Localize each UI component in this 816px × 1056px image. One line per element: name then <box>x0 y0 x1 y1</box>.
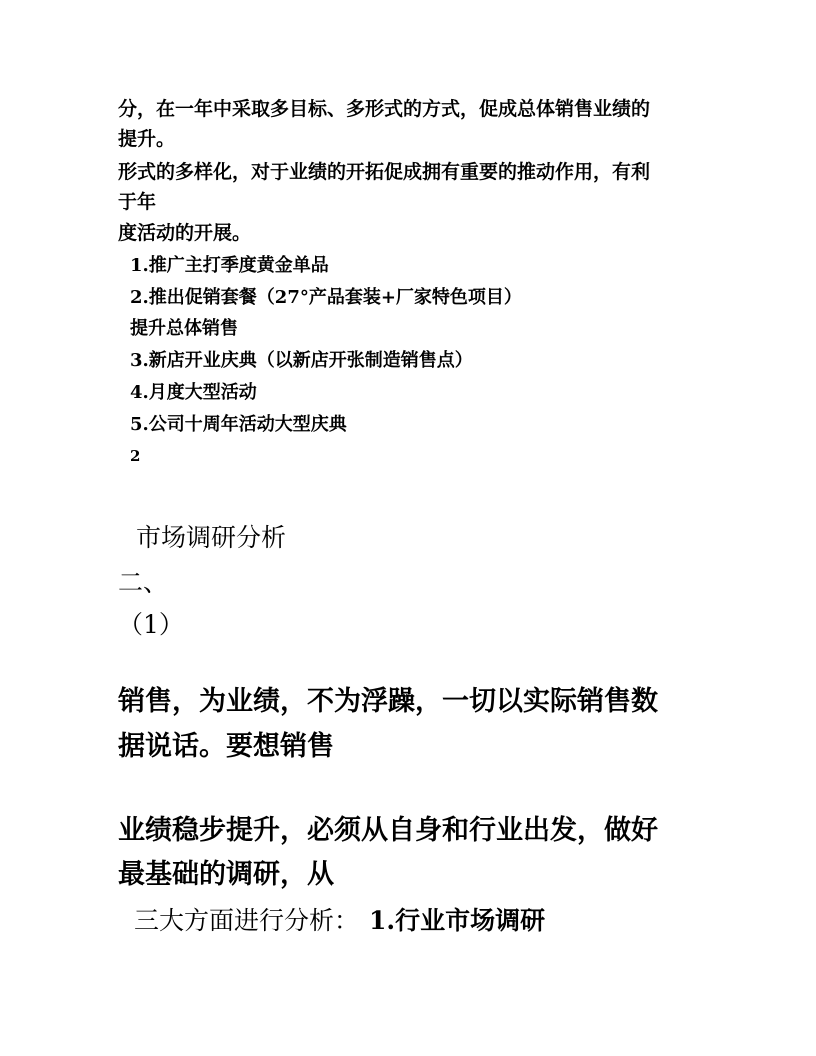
intro-line-4: 于年 <box>118 191 157 213</box>
section-number: 二、 <box>118 568 169 597</box>
page-number: 2 <box>130 447 141 465</box>
list-item: 3.新店开业庆典（以新店开张制造销售点） <box>130 350 473 371</box>
subsection-number: （1） <box>118 610 184 639</box>
body-para-1-line-2: 据说话。要想销售 <box>118 731 334 762</box>
intro-line-3: 形式的多样化，对于业绩的开拓促成拥有重要的推动作用，有利 <box>118 161 651 183</box>
list-item-continuation: 提升总体销售 <box>130 318 238 339</box>
body-para-2-line-1: 业绩稳步提升，必须从自身和行业出发，做好 <box>118 815 658 846</box>
list-item: 1.推广主打季度黄金单品 <box>130 255 329 276</box>
list-item: 2.推出促销套餐（27°产品套装+厂家特色项目） <box>130 287 522 308</box>
body-para-3-prefix: 三大方面进行分析： <box>134 906 360 935</box>
list-item: 4.月度大型活动 <box>130 382 257 403</box>
section-title: 市场调研分析 <box>136 523 287 552</box>
body-para-2-line-2: 最基础的调研，从 <box>118 859 334 890</box>
intro-line-5: 度活动的开展。 <box>118 222 252 244</box>
body-para-3-suffix: 1.行业市场调研 <box>369 906 546 935</box>
body-para-3 <box>134 908 545 933</box>
list-item: 5.公司十周年活动大型庆典 <box>130 414 347 435</box>
intro-line-2: 提升。 <box>118 128 176 150</box>
body-para-1-line-1: 销售，为业绩，不为浮躁，一切以实际销售数 <box>118 686 658 717</box>
intro-line-1: 分，在一年中采取多目标、多形式的方式，促成总体销售业绩的 <box>118 98 651 120</box>
